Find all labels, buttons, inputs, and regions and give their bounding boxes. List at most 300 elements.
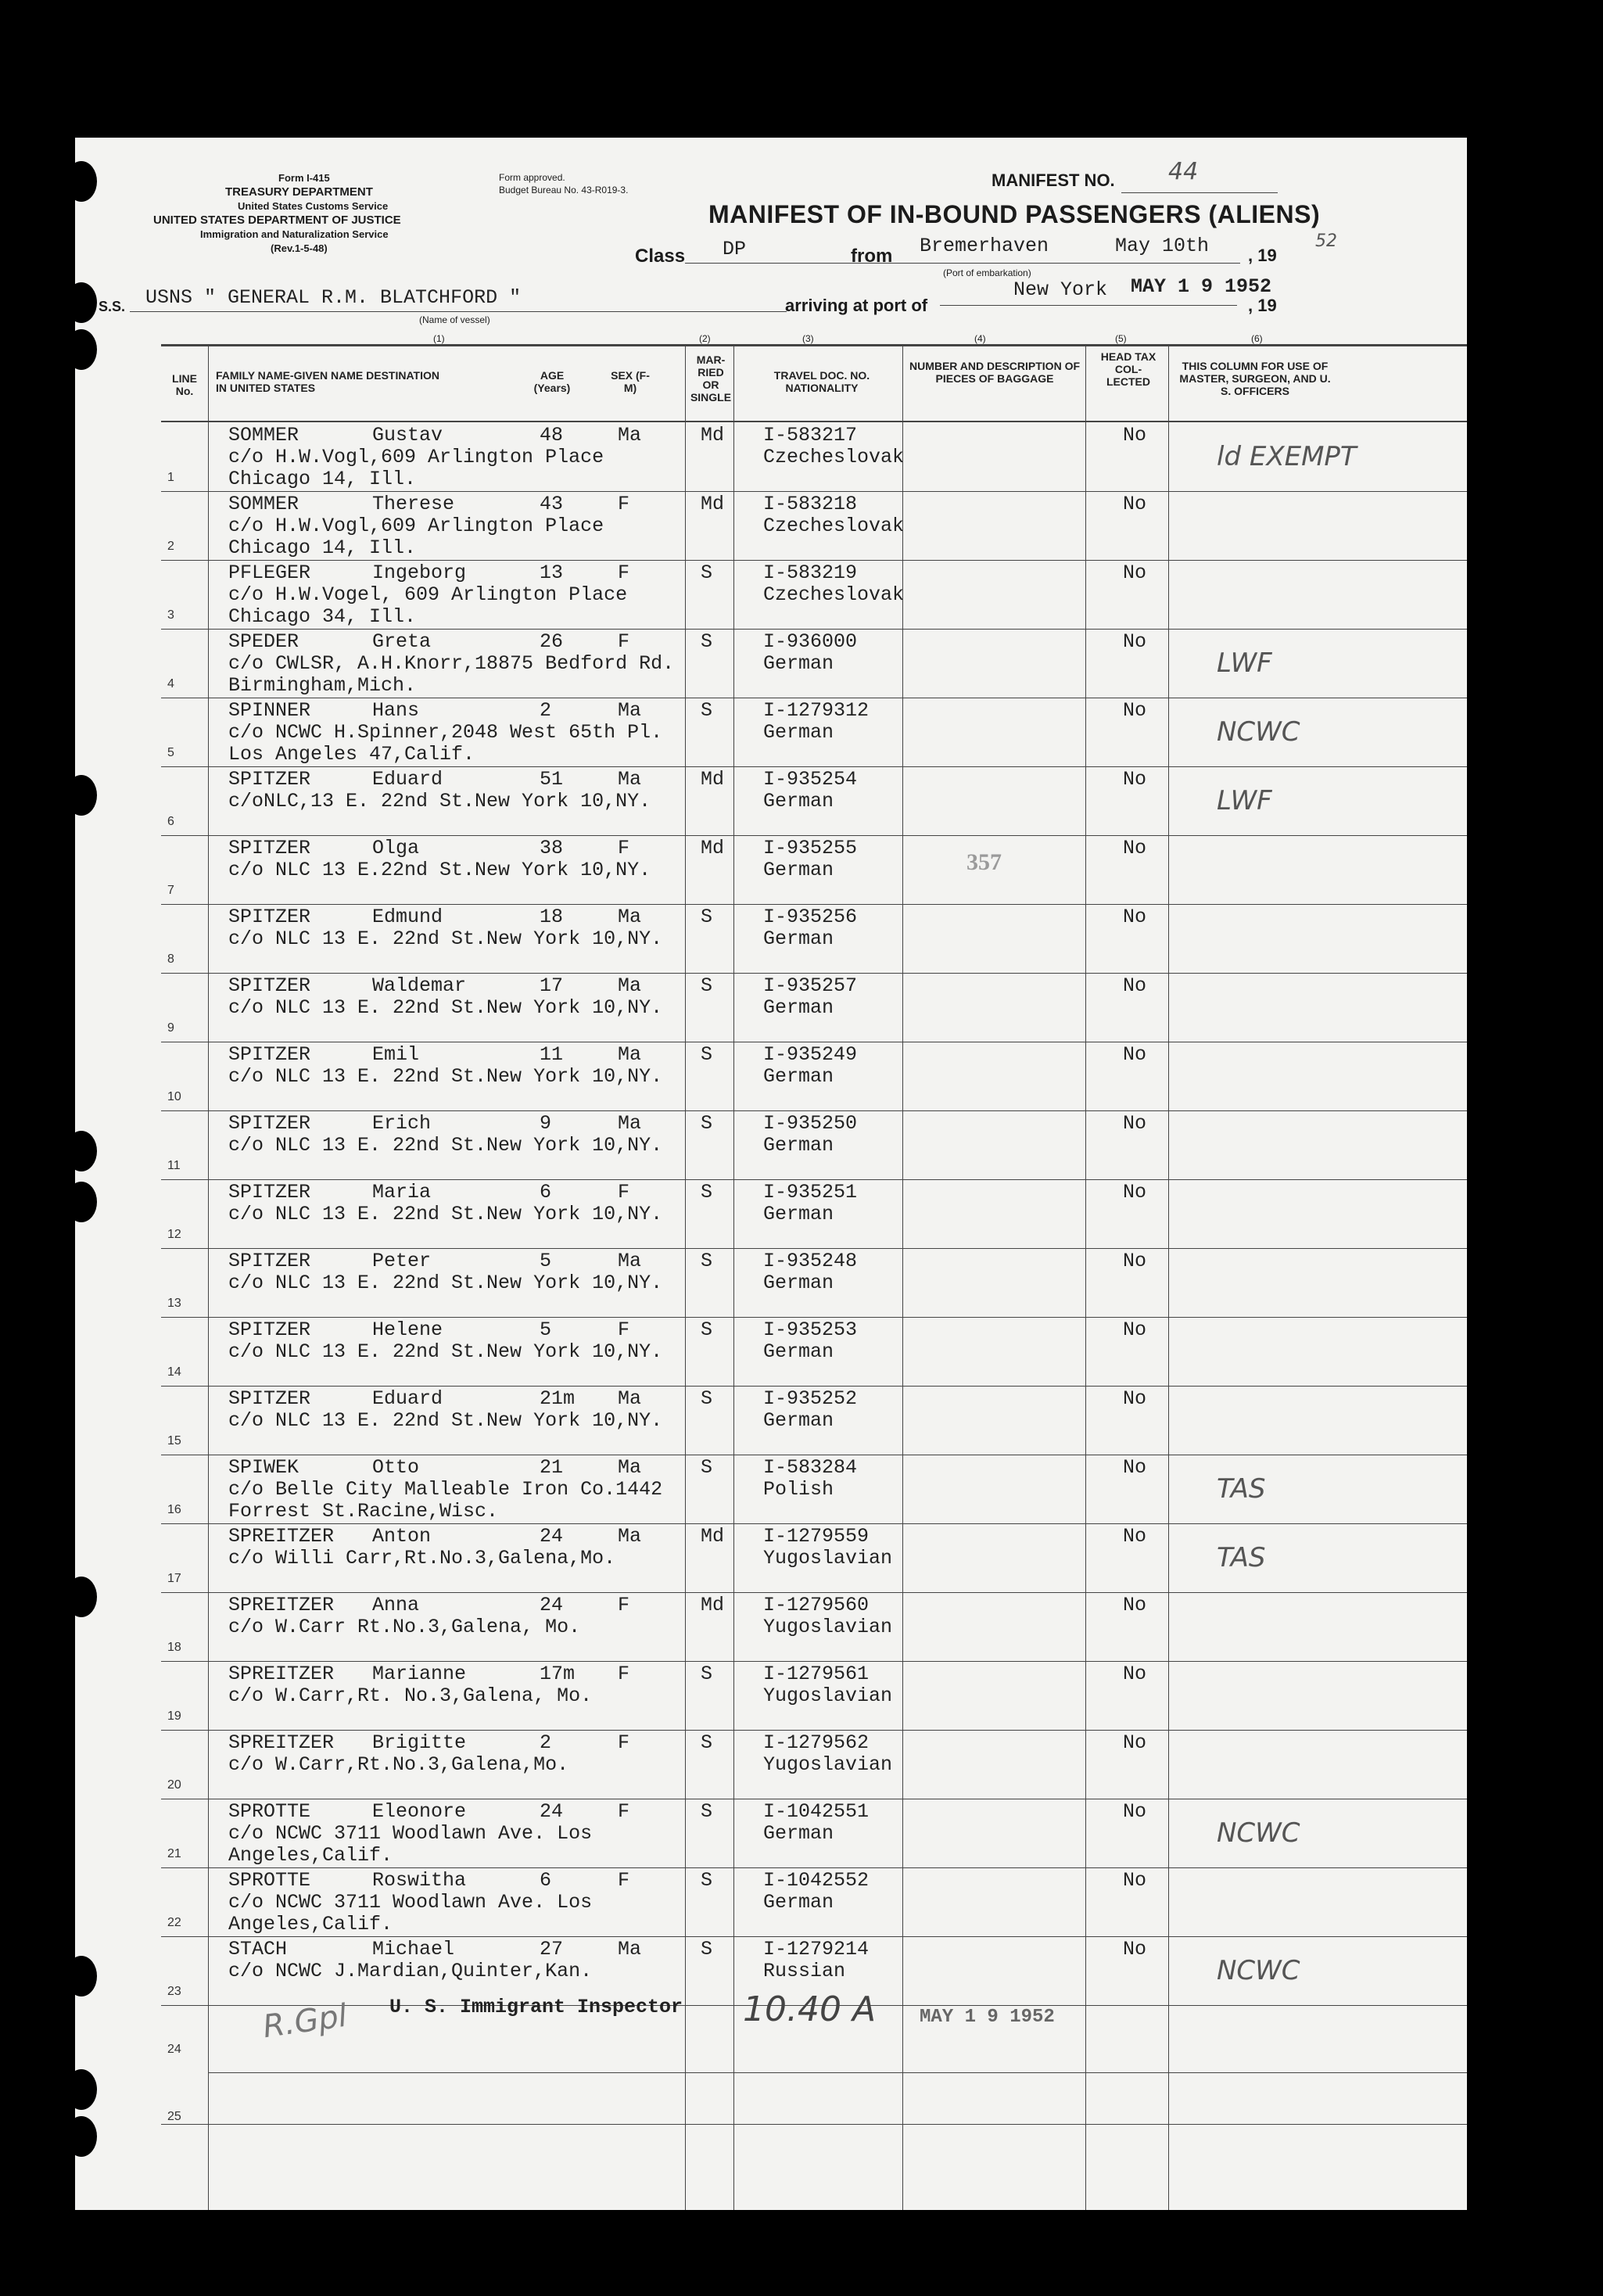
age: 18 — [540, 906, 564, 928]
destination-line-1: c/o H.W.Vogl,609 Arlington Place — [228, 446, 604, 468]
line-number: 3 — [167, 608, 174, 622]
age: 26 — [540, 630, 564, 653]
destination-line-1: c/o NCWC J.Mardian,Quinter,Kan. — [228, 1960, 593, 1982]
table-row — [75, 973, 1467, 1042]
age: 27 — [540, 1938, 564, 1961]
family-name: SPITZER — [228, 906, 311, 928]
table-row — [75, 629, 1467, 698]
given-name: Waldemar — [372, 974, 467, 997]
given-name: Helene — [372, 1318, 443, 1341]
family-name: SPITZER — [228, 1112, 311, 1135]
age: 6 — [540, 1869, 552, 1892]
col-header-baggage: NUMBER AND DESCRIPTION OF PIECES OF BAGGAGE — [909, 360, 1081, 385]
line-number: 12 — [167, 1228, 181, 1241]
budget-bureau: Budget Bureau No. 43-R019-3. — [499, 185, 629, 196]
marital-status: S — [701, 1663, 713, 1685]
col-header-married: MAR- RIED OR SINGLE — [690, 353, 732, 404]
vessel-prefix: S.S. — [99, 299, 126, 314]
travel-doc-number: I-935254 — [763, 768, 858, 791]
class-value: DP — [723, 238, 747, 260]
manifest-page — [75, 138, 1467, 2210]
marital-status: S — [701, 561, 713, 584]
dept-treasury: TREASURY DEPARTMENT — [225, 185, 373, 199]
nationality: German — [763, 721, 834, 744]
nationality: Yugoslavian — [763, 1753, 893, 1776]
head-tax: No — [1123, 1800, 1147, 1823]
destination-line-1: c/o NCWC H.Spinner,2048 West 65th Pl. — [228, 721, 663, 744]
arrival-stamp: MAY 1 9 1952 — [1131, 275, 1272, 298]
travel-doc-number: I-935255 — [763, 837, 858, 859]
family-name: SPITZER — [228, 1387, 311, 1410]
destination-line-2: Angeles,Calif. — [228, 1844, 393, 1867]
family-name: SPREITZER — [228, 1731, 335, 1754]
sex: F — [618, 1181, 630, 1204]
nationality: German — [763, 790, 834, 813]
destination-line-1: c/o NLC 13 E. 22nd St.New York 10,NY. — [228, 996, 663, 1019]
given-name: Erich — [372, 1112, 432, 1135]
line-number: 16 — [167, 1503, 181, 1516]
col-header-name: FAMILY NAME-GIVEN NAME DESTINATION IN UNITED STATES — [216, 369, 439, 394]
punch-hole — [66, 329, 97, 370]
destination-line-1: c/o NCWC 3711 Woodlawn Ave. Los — [228, 1891, 593, 1914]
family-name: SPITZER — [228, 1181, 311, 1204]
family-name: SPREITZER — [228, 1594, 335, 1616]
line-number: 9 — [167, 1021, 174, 1035]
table-row — [75, 1317, 1467, 1386]
marital-status: S — [701, 1043, 713, 1066]
marital-status: Md — [701, 837, 725, 859]
col-num-6: (6) — [1251, 333, 1263, 344]
line-number: 7 — [167, 884, 174, 897]
given-name: Peter — [372, 1250, 432, 1272]
nationality: German — [763, 996, 834, 1019]
marital-status: Md — [701, 1594, 725, 1616]
marital-status: S — [701, 1938, 713, 1961]
destination-line-1: c/o NCWC 3711 Woodlawn Ave. Los — [228, 1822, 593, 1845]
given-name: Greta — [372, 630, 432, 653]
arriving-label: arriving at port of — [785, 296, 928, 315]
family-name: SOMMER — [228, 424, 299, 447]
sex: Ma — [618, 1250, 642, 1272]
travel-doc-number: I-583284 — [763, 1456, 858, 1479]
head-tax: No — [1123, 1043, 1147, 1066]
dept-treasury-sub: United States Customs Service — [238, 200, 389, 212]
col-header-sex: SEX (F-M) — [611, 369, 650, 394]
sex: Ma — [618, 1456, 642, 1479]
given-name: Maria — [372, 1181, 432, 1204]
table-row — [75, 1248, 1467, 1317]
travel-doc-number: I-1279560 — [763, 1594, 870, 1616]
travel-doc-number: I-1279312 — [763, 699, 870, 722]
head-tax: No — [1123, 424, 1147, 447]
sex: F — [618, 1800, 630, 1823]
age: 9 — [540, 1112, 552, 1135]
sex: Ma — [618, 424, 642, 447]
given-name: Ingeborg — [372, 561, 467, 584]
destination-line-2: Angeles,Calif. — [228, 1913, 393, 1935]
travel-doc-number: I-935256 — [763, 906, 858, 928]
class-label: Class — [635, 246, 686, 267]
sex: F — [618, 1318, 630, 1341]
marital-status: S — [701, 1112, 713, 1135]
marital-status: Md — [701, 1525, 725, 1548]
given-name: Therese — [372, 493, 455, 515]
table-row — [75, 1386, 1467, 1455]
nationality: German — [763, 1065, 834, 1088]
punch-hole — [66, 2069, 97, 2110]
col-num-1: (1) — [433, 333, 445, 344]
travel-doc-number: I-935252 — [763, 1387, 858, 1410]
nationality: German — [763, 652, 834, 675]
head-tax: No — [1123, 493, 1147, 515]
manifest-no-value: 44 — [1168, 158, 1199, 185]
age: 24 — [540, 1525, 564, 1548]
table-row — [75, 560, 1467, 629]
family-name: SPITZER — [228, 1043, 311, 1066]
line-number: 14 — [167, 1365, 181, 1379]
sex: Ma — [618, 906, 642, 928]
vessel-note: (Name of vessel) — [419, 314, 490, 325]
destination-line-1: c/o NLC 13 E.22nd St.New York 10,NY. — [228, 859, 651, 881]
family-name: SPITZER — [228, 1250, 311, 1272]
travel-doc-number: I-1279561 — [763, 1663, 870, 1685]
age: 24 — [540, 1594, 564, 1616]
nationality: German — [763, 1203, 834, 1225]
line-number: 19 — [167, 1709, 181, 1723]
sex: F — [618, 1663, 630, 1685]
family-name: SPITZER — [228, 1318, 311, 1341]
table-row — [75, 835, 1467, 904]
given-name: Olga — [372, 837, 420, 859]
officer-note: TAS — [1217, 1542, 1266, 1573]
destination-line-1: c/o Willi Carr,Rt.No.3,Galena,Mo. — [228, 1547, 616, 1570]
nationality: German — [763, 1409, 834, 1432]
line-number: 13 — [167, 1297, 181, 1310]
table-row — [75, 1523, 1467, 1592]
punch-hole — [66, 282, 97, 323]
travel-doc-number: I-1042552 — [763, 1869, 870, 1892]
form-number: Form I-415 — [278, 172, 330, 184]
line-number: 15 — [167, 1434, 181, 1448]
destination-line-1: c/oNLC,13 E. 22nd St.New York 10,NY. — [228, 790, 651, 813]
vessel-name: USNS " GENERAL R.M. BLATCHFORD " — [145, 286, 522, 309]
destination-line-1: c/o NLC 13 E. 22nd St.New York 10,NY. — [228, 1340, 663, 1363]
marital-status: S — [701, 1800, 713, 1823]
destination-line-1: c/o H.W.Vogl,609 Arlington Place — [228, 515, 604, 537]
line-number: 18 — [167, 1641, 181, 1654]
travel-doc-number: I-1279562 — [763, 1731, 870, 1754]
travel-doc-number: I-583217 — [763, 424, 858, 447]
family-name: SPITZER — [228, 768, 311, 791]
family-name: SPITZER — [228, 837, 311, 859]
family-name: SPREITZER — [228, 1663, 335, 1685]
line-number-25: 25 — [167, 2110, 181, 2123]
family-name: SPROTTE — [228, 1869, 311, 1892]
travel-doc-number: I-935249 — [763, 1043, 858, 1066]
travel-doc-number: I-1042551 — [763, 1800, 870, 1823]
table-row — [75, 422, 1467, 491]
arrival-port: New York — [1013, 278, 1108, 301]
head-tax: No — [1123, 1181, 1147, 1204]
age: 11 — [540, 1043, 564, 1066]
marital-status: S — [701, 1250, 713, 1272]
nationality: Czecheslovak — [763, 583, 905, 606]
given-name: Roswitha — [372, 1869, 467, 1892]
travel-doc-number: I-935248 — [763, 1250, 858, 1272]
table-row — [75, 766, 1467, 835]
nationality: German — [763, 1272, 834, 1294]
marital-status: Md — [701, 768, 725, 791]
line-number: 5 — [167, 746, 174, 759]
destination-line-1: c/o NLC 13 E. 22nd St.New York 10,NY. — [228, 1272, 663, 1294]
table-row — [75, 1110, 1467, 1179]
given-name: Anna — [372, 1594, 420, 1616]
head-tax: No — [1123, 1250, 1147, 1272]
age: 43 — [540, 493, 564, 515]
age: 17 — [540, 974, 564, 997]
line-number: 20 — [167, 1778, 181, 1792]
marital-status: S — [701, 1869, 713, 1892]
destination-line-2: Los Angeles 47,Calif. — [228, 743, 475, 766]
given-name: Marianne — [372, 1663, 467, 1685]
table-row — [75, 1592, 1467, 1661]
head-tax: No — [1123, 974, 1147, 997]
travel-doc-number: I-1279559 — [763, 1525, 870, 1548]
line-number: 21 — [167, 1847, 181, 1860]
officer-note: NCWC — [1217, 1817, 1300, 1849]
destination-line-1: c/o NLC 13 E. 22nd St.New York 10,NY. — [228, 927, 663, 950]
destination-line-1: c/o NLC 13 E. 22nd St.New York 10,NY. — [228, 1203, 663, 1225]
head-tax: No — [1123, 630, 1147, 653]
destination-line-1: c/o Belle City Malleable Iron Co.1442 — [228, 1478, 663, 1501]
head-tax: No — [1123, 906, 1147, 928]
destination-line-2: Chicago 34, Ill. — [228, 605, 417, 628]
age: 48 — [540, 424, 564, 447]
given-name: Eduard — [372, 1387, 443, 1410]
age: 13 — [540, 561, 564, 584]
sex: F — [618, 493, 630, 515]
given-name: Otto — [372, 1456, 420, 1479]
given-name: Brigitte — [372, 1731, 467, 1754]
line-number: 11 — [167, 1159, 181, 1172]
line-number: 4 — [167, 677, 174, 691]
head-tax: No — [1123, 837, 1147, 859]
marital-status: S — [701, 1387, 713, 1410]
sex: Ma — [618, 1938, 642, 1961]
officer-note: NCWC — [1217, 1955, 1300, 1986]
col-num-5: (5) — [1115, 333, 1127, 344]
travel-doc-number: I-935257 — [763, 974, 858, 997]
destination-line-1: c/o H.W.Vogel, 609 Arlington Place — [228, 583, 628, 606]
table-row — [75, 1799, 1467, 1867]
age: 5 — [540, 1250, 552, 1272]
given-name: Emil — [372, 1043, 420, 1066]
travel-doc-number: I-935250 — [763, 1112, 858, 1135]
form-approved: Form approved. — [499, 172, 565, 183]
sex: Ma — [618, 1525, 642, 1548]
line-number: 8 — [167, 952, 174, 966]
sex: F — [618, 630, 630, 653]
line-number: 6 — [167, 815, 174, 828]
col-num-3: (3) — [802, 333, 814, 344]
officer-note: NCWC — [1217, 716, 1300, 748]
age: 21m — [540, 1387, 576, 1410]
officer-note: LWF — [1217, 648, 1272, 679]
destination-line-1: c/o NLC 13 E. 22nd St.New York 10,NY. — [228, 1409, 663, 1432]
travel-doc-number: I-936000 — [763, 630, 858, 653]
nationality: Polish — [763, 1478, 834, 1501]
head-tax: No — [1123, 1456, 1147, 1479]
nationality: Yugoslavian — [763, 1684, 893, 1707]
head-tax: No — [1123, 1938, 1147, 1961]
marital-status: S — [701, 1181, 713, 1204]
punch-hole — [66, 2116, 97, 2157]
given-name: Eleonore — [372, 1800, 467, 1823]
nationality: Czecheslovak — [763, 515, 905, 537]
family-name: SPROTTE — [228, 1800, 311, 1823]
col-header-officers: THIS COLUMN FOR USE OF MASTER, SURGEON, AND U. S. OFFICERS — [1179, 360, 1331, 397]
table-row — [75, 904, 1467, 973]
sex: Ma — [618, 699, 642, 722]
destination-line-2: Birmingham,Mich. — [228, 674, 417, 697]
table-row — [75, 698, 1467, 766]
destination-line-2: Forrest St.Racine,Wisc. — [228, 1500, 499, 1523]
arrival-year: , 19 — [1248, 296, 1277, 315]
head-tax: No — [1123, 1112, 1147, 1135]
nationality: Czecheslovak — [763, 446, 905, 468]
destination-line-1: c/o NLC 13 E. 22nd St.New York 10,NY. — [228, 1065, 663, 1088]
col-header-line: LINE No. — [172, 372, 197, 397]
travel-doc-number: I-583218 — [763, 493, 858, 515]
marital-status: S — [701, 699, 713, 722]
sex: F — [618, 1731, 630, 1754]
table-row — [75, 491, 1467, 560]
manifest-no-label: MANIFEST NO. — [992, 170, 1115, 190]
given-name: Michael — [372, 1938, 455, 1961]
family-name: SPITZER — [228, 974, 311, 997]
marital-status: S — [701, 1456, 713, 1479]
given-name: Anton — [372, 1525, 432, 1548]
given-name: Gustav — [372, 424, 443, 447]
table-row — [75, 1661, 1467, 1730]
dept-justice: UNITED STATES DEPARTMENT OF JUSTICE — [153, 213, 401, 227]
marital-status: S — [701, 630, 713, 653]
marital-status: Md — [701, 493, 725, 515]
col-header-headtax: HEAD TAX COL- LECTED — [1100, 350, 1157, 388]
sex: F — [618, 1869, 630, 1892]
baggage-mark: 357 — [966, 849, 1002, 875]
destination-line-1: c/o CWLSR, A.H.Knorr,18875 Bedford Rd. — [228, 652, 675, 675]
travel-doc-number: I-935253 — [763, 1318, 858, 1341]
form-revision: (Rev.1-5-48) — [271, 242, 328, 254]
family-name: STACH — [228, 1938, 288, 1961]
port-note: (Port of embarkation) — [943, 267, 1031, 278]
date-value: May 10th — [1115, 235, 1210, 257]
sex: Ma — [618, 768, 642, 791]
age: 24 — [540, 1800, 564, 1823]
destination-line-2: Chicago 14, Ill. — [228, 536, 417, 559]
destination-line-1: c/o W.Carr Rt.No.3,Galena, Mo. — [228, 1616, 581, 1638]
officer-note: ld EXEMPT — [1217, 441, 1357, 472]
head-tax: No — [1123, 561, 1147, 584]
sex: F — [618, 837, 630, 859]
nationality: German — [763, 927, 834, 950]
sex: F — [618, 561, 630, 584]
year-prefix: , 19 — [1248, 246, 1277, 265]
table-row — [75, 1179, 1467, 1248]
col-header-age: AGE (Years) — [533, 369, 571, 394]
family-name: SOMMER — [228, 493, 299, 515]
officer-note: TAS — [1217, 1473, 1266, 1505]
given-name: Hans — [372, 699, 420, 722]
nationality: Russian — [763, 1960, 846, 1982]
nationality: German — [763, 1134, 834, 1157]
line-number: 17 — [167, 1572, 181, 1585]
table-row — [75, 1455, 1467, 1523]
year-value: 52 — [1315, 231, 1337, 251]
dept-justice-sub: Immigration and Naturalization Service — [200, 228, 389, 240]
age: 6 — [540, 1181, 552, 1204]
nationality: Yugoslavian — [763, 1547, 893, 1570]
nationality: Yugoslavian — [763, 1616, 893, 1638]
from-value: Bremerhaven — [920, 235, 1049, 257]
family-name: SPINNER — [228, 699, 311, 722]
destination-line-1: c/o W.Carr,Rt. No.3,Galena, Mo. — [228, 1684, 593, 1707]
inspection-stamp: MAY 1 9 1952 — [920, 2007, 1055, 2028]
age: 2 — [540, 1731, 552, 1754]
destination-line-1: c/o W.Carr,Rt.No.3,Galena,Mo. — [228, 1753, 569, 1776]
family-name: SPEDER — [228, 630, 299, 653]
sex: F — [618, 1594, 630, 1616]
age: 17m — [540, 1663, 576, 1685]
age: 51 — [540, 768, 564, 791]
travel-doc-number: I-935251 — [763, 1181, 858, 1204]
head-tax: No — [1123, 1731, 1147, 1754]
marital-status: S — [701, 974, 713, 997]
head-tax: No — [1123, 1869, 1147, 1892]
destination-line-2: Chicago 14, Ill. — [228, 468, 417, 490]
age: 2 — [540, 699, 552, 722]
nationality: German — [763, 859, 834, 881]
inspector-label: U. S. Immigrant Inspector — [389, 1996, 683, 2018]
from-label: from — [851, 246, 893, 267]
line-number: 23 — [167, 1985, 181, 1998]
inspection-time: 10.40 A — [743, 1989, 877, 2029]
sex: Ma — [618, 974, 642, 997]
travel-doc-number: I-1279214 — [763, 1938, 870, 1961]
col-num-2: (2) — [699, 333, 711, 344]
travel-doc-number: I-583219 — [763, 561, 858, 584]
destination-line-1: c/o NLC 13 E. 22nd St.New York 10,NY. — [228, 1134, 663, 1157]
given-name: Edmund — [372, 906, 443, 928]
line-number: 22 — [167, 1916, 181, 1929]
head-tax: No — [1123, 1594, 1147, 1616]
head-tax: No — [1123, 768, 1147, 791]
col-num-4: (4) — [974, 333, 986, 344]
family-name: PFLEGER — [228, 561, 311, 584]
officer-note: LWF — [1217, 785, 1272, 816]
marital-status: S — [701, 1731, 713, 1754]
punch-hole — [66, 161, 97, 202]
sex: Ma — [618, 1387, 642, 1410]
inspector-signature: R.Gpl — [260, 1997, 350, 2046]
sex: Ma — [618, 1112, 642, 1135]
table-row — [75, 1867, 1467, 1936]
nationality: German — [763, 1822, 834, 1845]
head-tax: No — [1123, 1663, 1147, 1685]
nationality: German — [763, 1891, 834, 1914]
given-name: Eduard — [372, 768, 443, 791]
